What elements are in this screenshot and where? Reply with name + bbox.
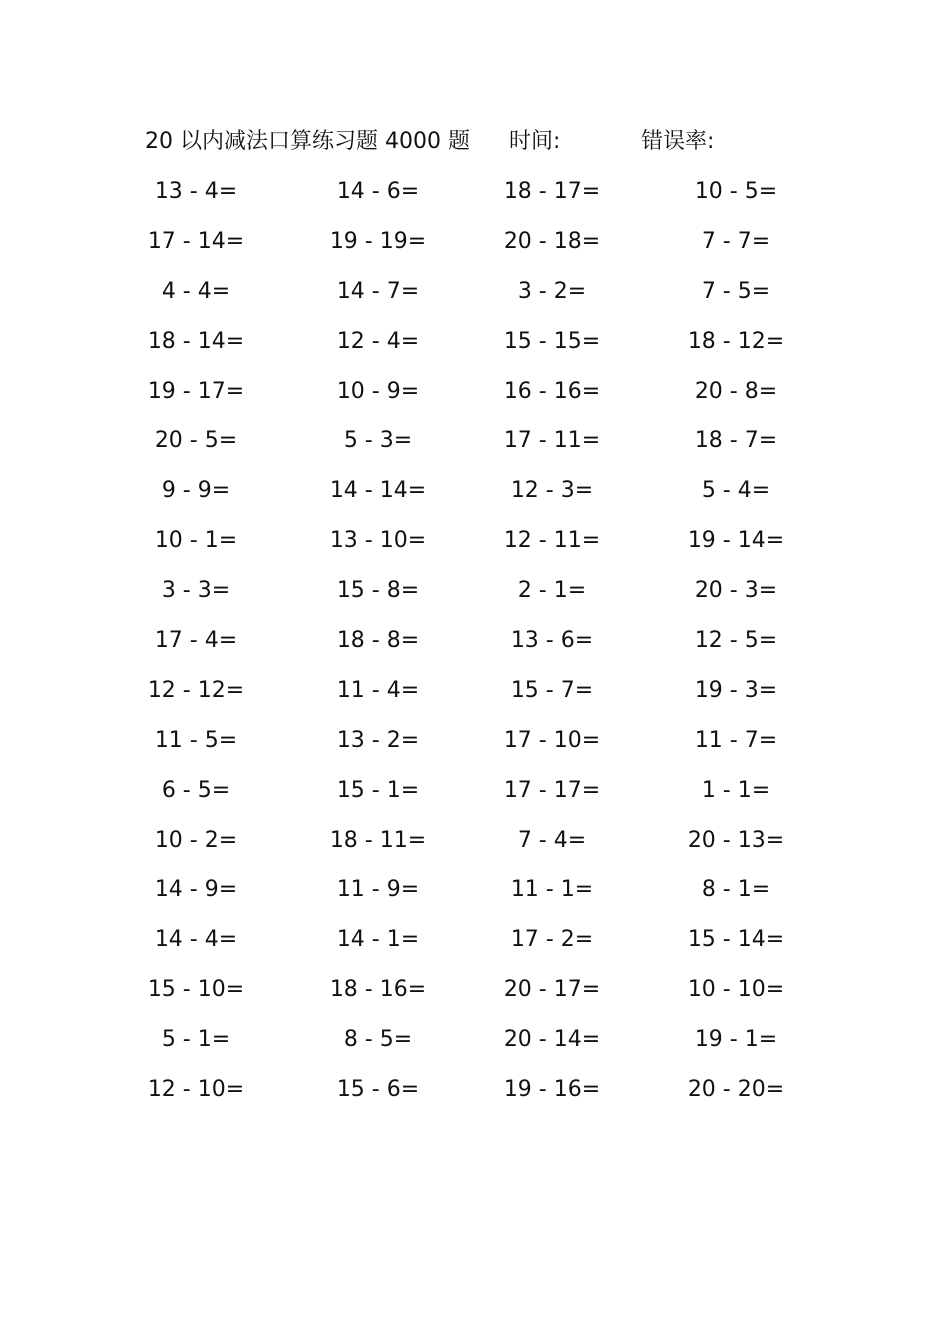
problem-item: 18 - 7= (694, 428, 778, 454)
problem-item: 17 - 4= (154, 628, 238, 654)
problem-row (0, 320, 950, 370)
problem-item: 20 - 8= (694, 378, 778, 404)
problem-row (0, 419, 950, 469)
problem-row (0, 868, 950, 918)
problem-row (0, 519, 950, 569)
problem-item: 5 - 3= (343, 428, 413, 454)
time-label: 时间: (509, 129, 561, 154)
problem-item: 13 - 10= (329, 528, 427, 554)
problem-row (0, 220, 950, 270)
problem-item: 3 - 3= (161, 578, 231, 604)
problem-item: 14 - 4= (154, 927, 238, 953)
problem-item: 8 - 1= (701, 877, 771, 903)
problem-grid (0, 170, 950, 1118)
problem-item: 14 - 6= (336, 179, 420, 204)
problem-item: 19 - 3= (694, 677, 778, 703)
problem-row (0, 918, 950, 968)
problem-row (0, 769, 950, 819)
problem-item: 11 - 9= (336, 877, 420, 903)
problem-item: 10 - 1= (154, 528, 238, 554)
problem-item: 7 - 5= (701, 278, 771, 304)
problem-item: 7 - 4= (517, 827, 587, 853)
problem-row (0, 1068, 950, 1118)
problem-row (0, 569, 950, 619)
problem-item: 12 - 5= (694, 628, 778, 654)
problem-item: 8 - 5= (343, 1027, 413, 1053)
problem-row (0, 669, 950, 719)
problem-item: 5 - 1= (161, 1027, 231, 1053)
problem-item: 10 - 2= (154, 827, 238, 853)
problem-item: 19 - 17= (147, 378, 245, 404)
problem-item: 18 - 14= (147, 328, 245, 354)
problem-item: 11 - 1= (510, 877, 594, 903)
problem-item: 20 - 20= (687, 1077, 785, 1103)
problem-item: 12 - 3= (510, 478, 594, 504)
problem-item: 15 - 15= (503, 328, 601, 354)
problem-item: 11 - 5= (154, 727, 238, 753)
problem-item: 12 - 12= (147, 677, 245, 703)
problem-item: 14 - 14= (329, 478, 427, 504)
problem-item: 2 - 1= (517, 578, 587, 604)
problem-item: 11 - 7= (694, 727, 778, 753)
problem-item: 18 - 16= (329, 977, 427, 1003)
problem-item: 14 - 7= (336, 278, 420, 304)
problem-item: 10 - 10= (687, 977, 785, 1003)
problem-item: 15 - 8= (336, 578, 420, 604)
problem-item: 15 - 1= (336, 777, 420, 803)
problem-row (0, 469, 950, 519)
problem-item: 17 - 17= (503, 777, 601, 803)
problem-item: 18 - 11= (329, 827, 427, 853)
problem-item: 17 - 14= (147, 228, 245, 254)
problem-item: 13 - 4= (154, 179, 238, 204)
problem-item: 19 - 19= (329, 228, 427, 254)
problem-row (0, 370, 950, 420)
problem-row (0, 170, 950, 220)
problem-item: 18 - 17= (503, 179, 601, 204)
problem-item: 7 - 7= (701, 228, 771, 254)
problem-item: 20 - 18= (503, 228, 601, 254)
problem-item: 12 - 10= (147, 1077, 245, 1103)
problem-item: 17 - 11= (503, 428, 601, 454)
problem-item: 20 - 17= (503, 977, 601, 1003)
problem-item: 10 - 5= (694, 179, 778, 204)
problem-item: 5 - 4= (701, 478, 771, 504)
problem-row (0, 968, 950, 1018)
problem-item: 19 - 1= (694, 1027, 778, 1053)
problem-item: 20 - 14= (503, 1027, 601, 1053)
problem-item: 18 - 12= (687, 328, 785, 354)
worksheet-title: 20 以内减法口算练习题 4000 题 (145, 129, 470, 154)
problem-item: 17 - 2= (510, 927, 594, 953)
problem-item: 6 - 5= (161, 777, 231, 803)
problem-item: 20 - 13= (687, 827, 785, 853)
problem-item: 4 - 4= (161, 278, 231, 304)
problem-item: 13 - 6= (510, 628, 594, 654)
problem-item: 20 - 5= (154, 428, 238, 454)
problem-item: 16 - 16= (503, 378, 601, 404)
problem-item: 14 - 9= (154, 877, 238, 903)
problem-item: 17 - 10= (503, 727, 601, 753)
problem-item: 15 - 6= (336, 1077, 420, 1103)
problem-item: 15 - 7= (510, 677, 594, 703)
worksheet-header (145, 124, 845, 160)
problem-item: 14 - 1= (336, 927, 420, 953)
problem-item: 18 - 8= (336, 628, 420, 654)
problem-item: 15 - 14= (687, 927, 785, 953)
problem-row (0, 719, 950, 769)
problem-item: 1 - 1= (701, 777, 771, 803)
problem-item: 12 - 4= (336, 328, 420, 354)
problem-item: 9 - 9= (161, 478, 231, 504)
problem-item: 19 - 16= (503, 1077, 601, 1103)
problem-item: 3 - 2= (517, 278, 587, 304)
problem-row (0, 619, 950, 669)
problem-item: 15 - 10= (147, 977, 245, 1003)
problem-row (0, 270, 950, 320)
problem-item: 11 - 4= (336, 677, 420, 703)
problem-row (0, 1018, 950, 1068)
problem-item: 13 - 2= (336, 727, 420, 753)
error-rate-label: 错误率: (641, 129, 715, 154)
problem-item: 20 - 3= (694, 578, 778, 604)
problem-item: 10 - 9= (336, 378, 420, 404)
problem-item: 12 - 11= (503, 528, 601, 554)
problem-row (0, 819, 950, 869)
problem-item: 19 - 14= (687, 528, 785, 554)
